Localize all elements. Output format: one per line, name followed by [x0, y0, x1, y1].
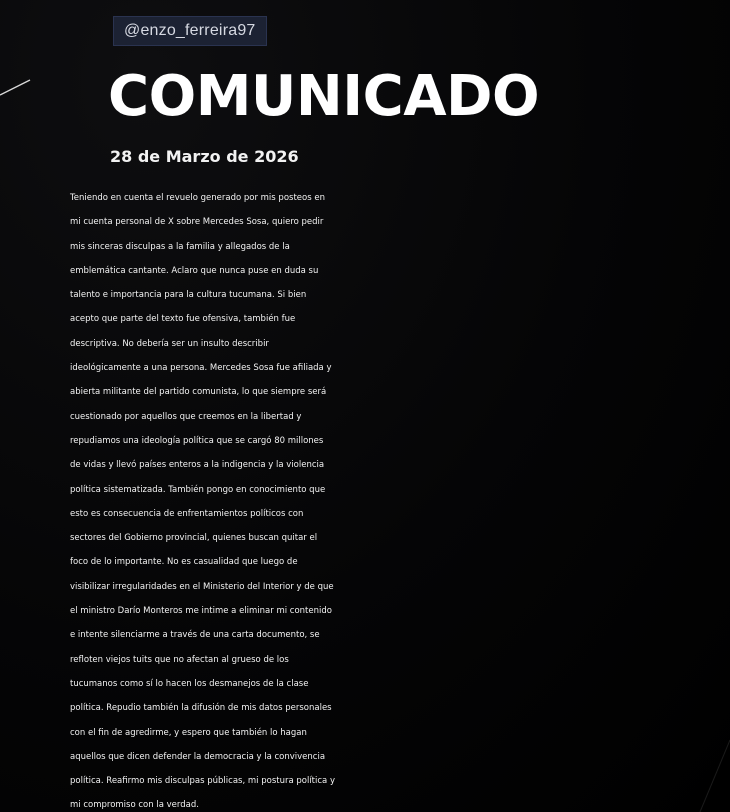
body-line: de vidas y llevó países enteros a la indigencia y la violencia — [70, 460, 325, 471]
body-line: sectores del Gobierno provincial, quienes buscan quitar el — [70, 533, 318, 544]
body-line: descriptiva. No debería ser un insulto describir — [70, 338, 269, 349]
body-line: talento e importancia para la cultura tucumana. Si bien — [70, 290, 307, 301]
body-line: aquellos que dicen defender la democracia y la convivencia — [70, 751, 326, 762]
body-line: repudiamos una ideología política que se cargó 80 millones — [70, 435, 324, 446]
body-line: e intente silenciarme a través de una carta documento, se — [70, 630, 320, 641]
body-line: abierta militante del partido comunista, lo que siempre será — [70, 387, 327, 398]
page-title: COMUNICADO — [108, 64, 540, 129]
body-line: cuestionado por aquellos que creemos en la libertad y — [70, 411, 302, 422]
body-line: tucumanos como sí lo hacen los desmanejos de la clase — [70, 678, 309, 689]
body-line: política. Reafirmo mis disculpas públicas, mi postura política y — [70, 776, 335, 787]
body-line: acepto que parte del texto fue ofensiva, también fue — [70, 314, 296, 325]
decorative-line-left — [0, 80, 30, 95]
statement-body — [70, 186, 730, 812]
user-handle-tag: @enzo_ferreira97 — [113, 16, 267, 46]
body-line: emblemática cantante. Aclaro que nunca puse en duda su — [70, 265, 319, 276]
body-line: foco de lo importante. No es casualidad que luego de — [70, 557, 298, 568]
body-line: Teniendo en cuenta el revuelo generado por mis posteos en — [70, 193, 325, 203]
body-line: visibilizar irregularidades en el Ministerio del Interior y de que — [70, 581, 334, 592]
body-line: refloten viejos tuits que no afectan al grueso de los — [70, 654, 289, 665]
body-line: con el fin de agredirme, y espero que también lo hagan — [70, 727, 307, 738]
body-line: mi cuenta personal de X sobre Mercedes Sosa, quiero pedir — [70, 217, 324, 228]
statement-date: 28 de Marzo de 2026 — [110, 147, 299, 166]
body-line: mi compromiso con la verdad. — [70, 800, 199, 811]
body-line: ideológicamente a una persona. Mercedes Sosa fue afiliada y — [70, 363, 332, 374]
body-line: política. Repudio también la difusión de mis datos personales — [70, 703, 332, 714]
body-line: esto es consecuencia de enfrentamientos políticos con — [70, 508, 304, 519]
body-line: mis sinceras disculpas a la familia y allegados de la — [70, 241, 290, 252]
body-line: política sistematizada. También pongo en conocimiento que — [70, 484, 326, 495]
body-line: el ministro Darío Monteros me intime a eliminar mi contenido — [70, 606, 332, 617]
